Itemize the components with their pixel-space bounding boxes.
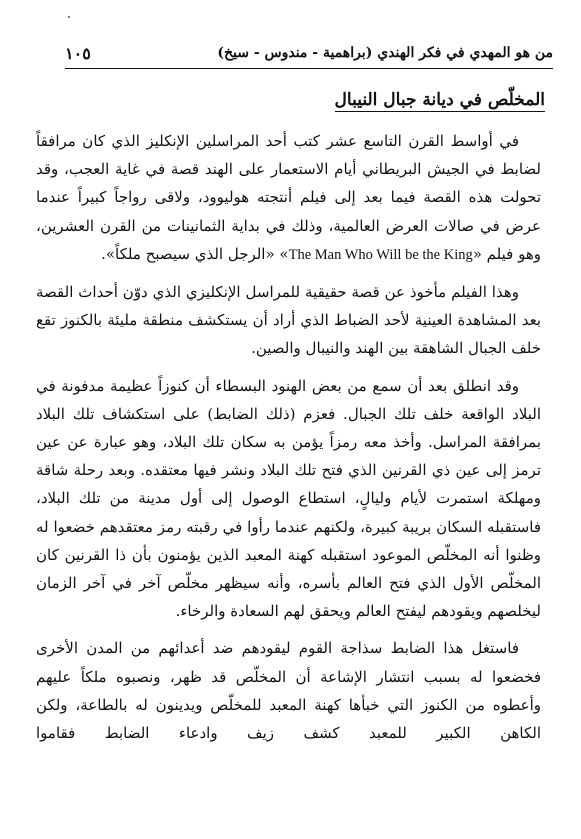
paragraph-4: فاستغل هذا الضابط سذاجة القوم ليقودهم ضد أعدائهم من المدن الأخرى فخضعوا له بسبب انتشار الإشاعة أن المخلّص قد ظهر، ونصبوه ملكاً عليهم وأعطوه من الكنوز التي خبأها كهنة المعبد للمخلّص ويدينون له بالطاعة، ولكن الكاهن الكبير للمعبد كشف زيف وادعاء الضابط فقاموا	[36, 639, 541, 743]
running-header	[65, 38, 553, 69]
paragraph-2: وهذا الفيلم مأخوذ عن قصة حقيقية للمراسل الإنكليزي الذي دوّن أحداث القصة بعد المشاهدة العينية لأحد الضباط الذي أراد أن يستكشف منطقة مليئة بالكنوز تقع خلف الجبال الشاهقة بين الهند والنيبال والصين.	[36, 283, 541, 358]
scan-speck	[68, 16, 70, 18]
paragraph-3: وقد انطلق بعد أن سمع من بعض الهنود البسطاء أن كنوزاً عظيمة مدفونة في البلاد الواقعة خلف تلك الجبال. فعزم (ذلك الضابط) على استكشاف تلك البلاد بمرافقة المراسل. وأخذ معه رمزاً يؤمن به سكان تلك البلاد، وهو عبارة عن عين ترمز إلى عين ذي القرنين الذي فتح تلك البلاد ونشر فيها معتقده. وبعد رحلة شاقة ومهلكة استمرت لأيام وليالٍ، استطاع الوصول إلى أول مدينة من تلك البلاد، فاستقبله السكان بريبة كبيرة، ولكنهم عندما رأوا في رقبته رمز معتقدهم خضعوا له وظنوا أنه المخلّص الموعود استقبله كهنة المعبد الذين يؤمنون بأن ذا القرنين كان المخلّص الأول الذي فتح العالم بأسره، وأنه سيظهر مخلّص آخر في آخر الزمان ليخلصهم ويقودهم ليفتح العالم ويحقق لهم السعادة والرخاء.	[36, 376, 541, 621]
body-text	[36, 127, 541, 756]
film-title-english: The Man Who Will be the King	[288, 246, 473, 263]
section-heading: المخلّص في ديانة جبال النيبال	[334, 90, 545, 110]
film-title-arabic: » «الرجل الذي سيصبح ملكاً».	[101, 244, 289, 263]
running-title: من هو المهدي في فكر الهندي (براهمية - مندوس - سيخ)	[217, 45, 553, 61]
paragraph-1-text: في أواسط القرن التاسع عشر كتب أحد المراسلين الإنكليز الذي كان مرافقاً لضابط في الجيش البريطاني أيام الاستعمار على الهند قصة في غاية العجب، وقد تحولت هذه القصة فيما بعد إلى فيلم أنتجته هوليوود، ولاقى رواجاً كبيراً عندما عرض في صالات العرض العالمية، وذلك في بداية الثمانينات من القرن العشرين، وهو فيلم «	[36, 132, 541, 263]
page-number: ١٠٥	[65, 43, 91, 63]
paragraph-1	[36, 127, 541, 269]
